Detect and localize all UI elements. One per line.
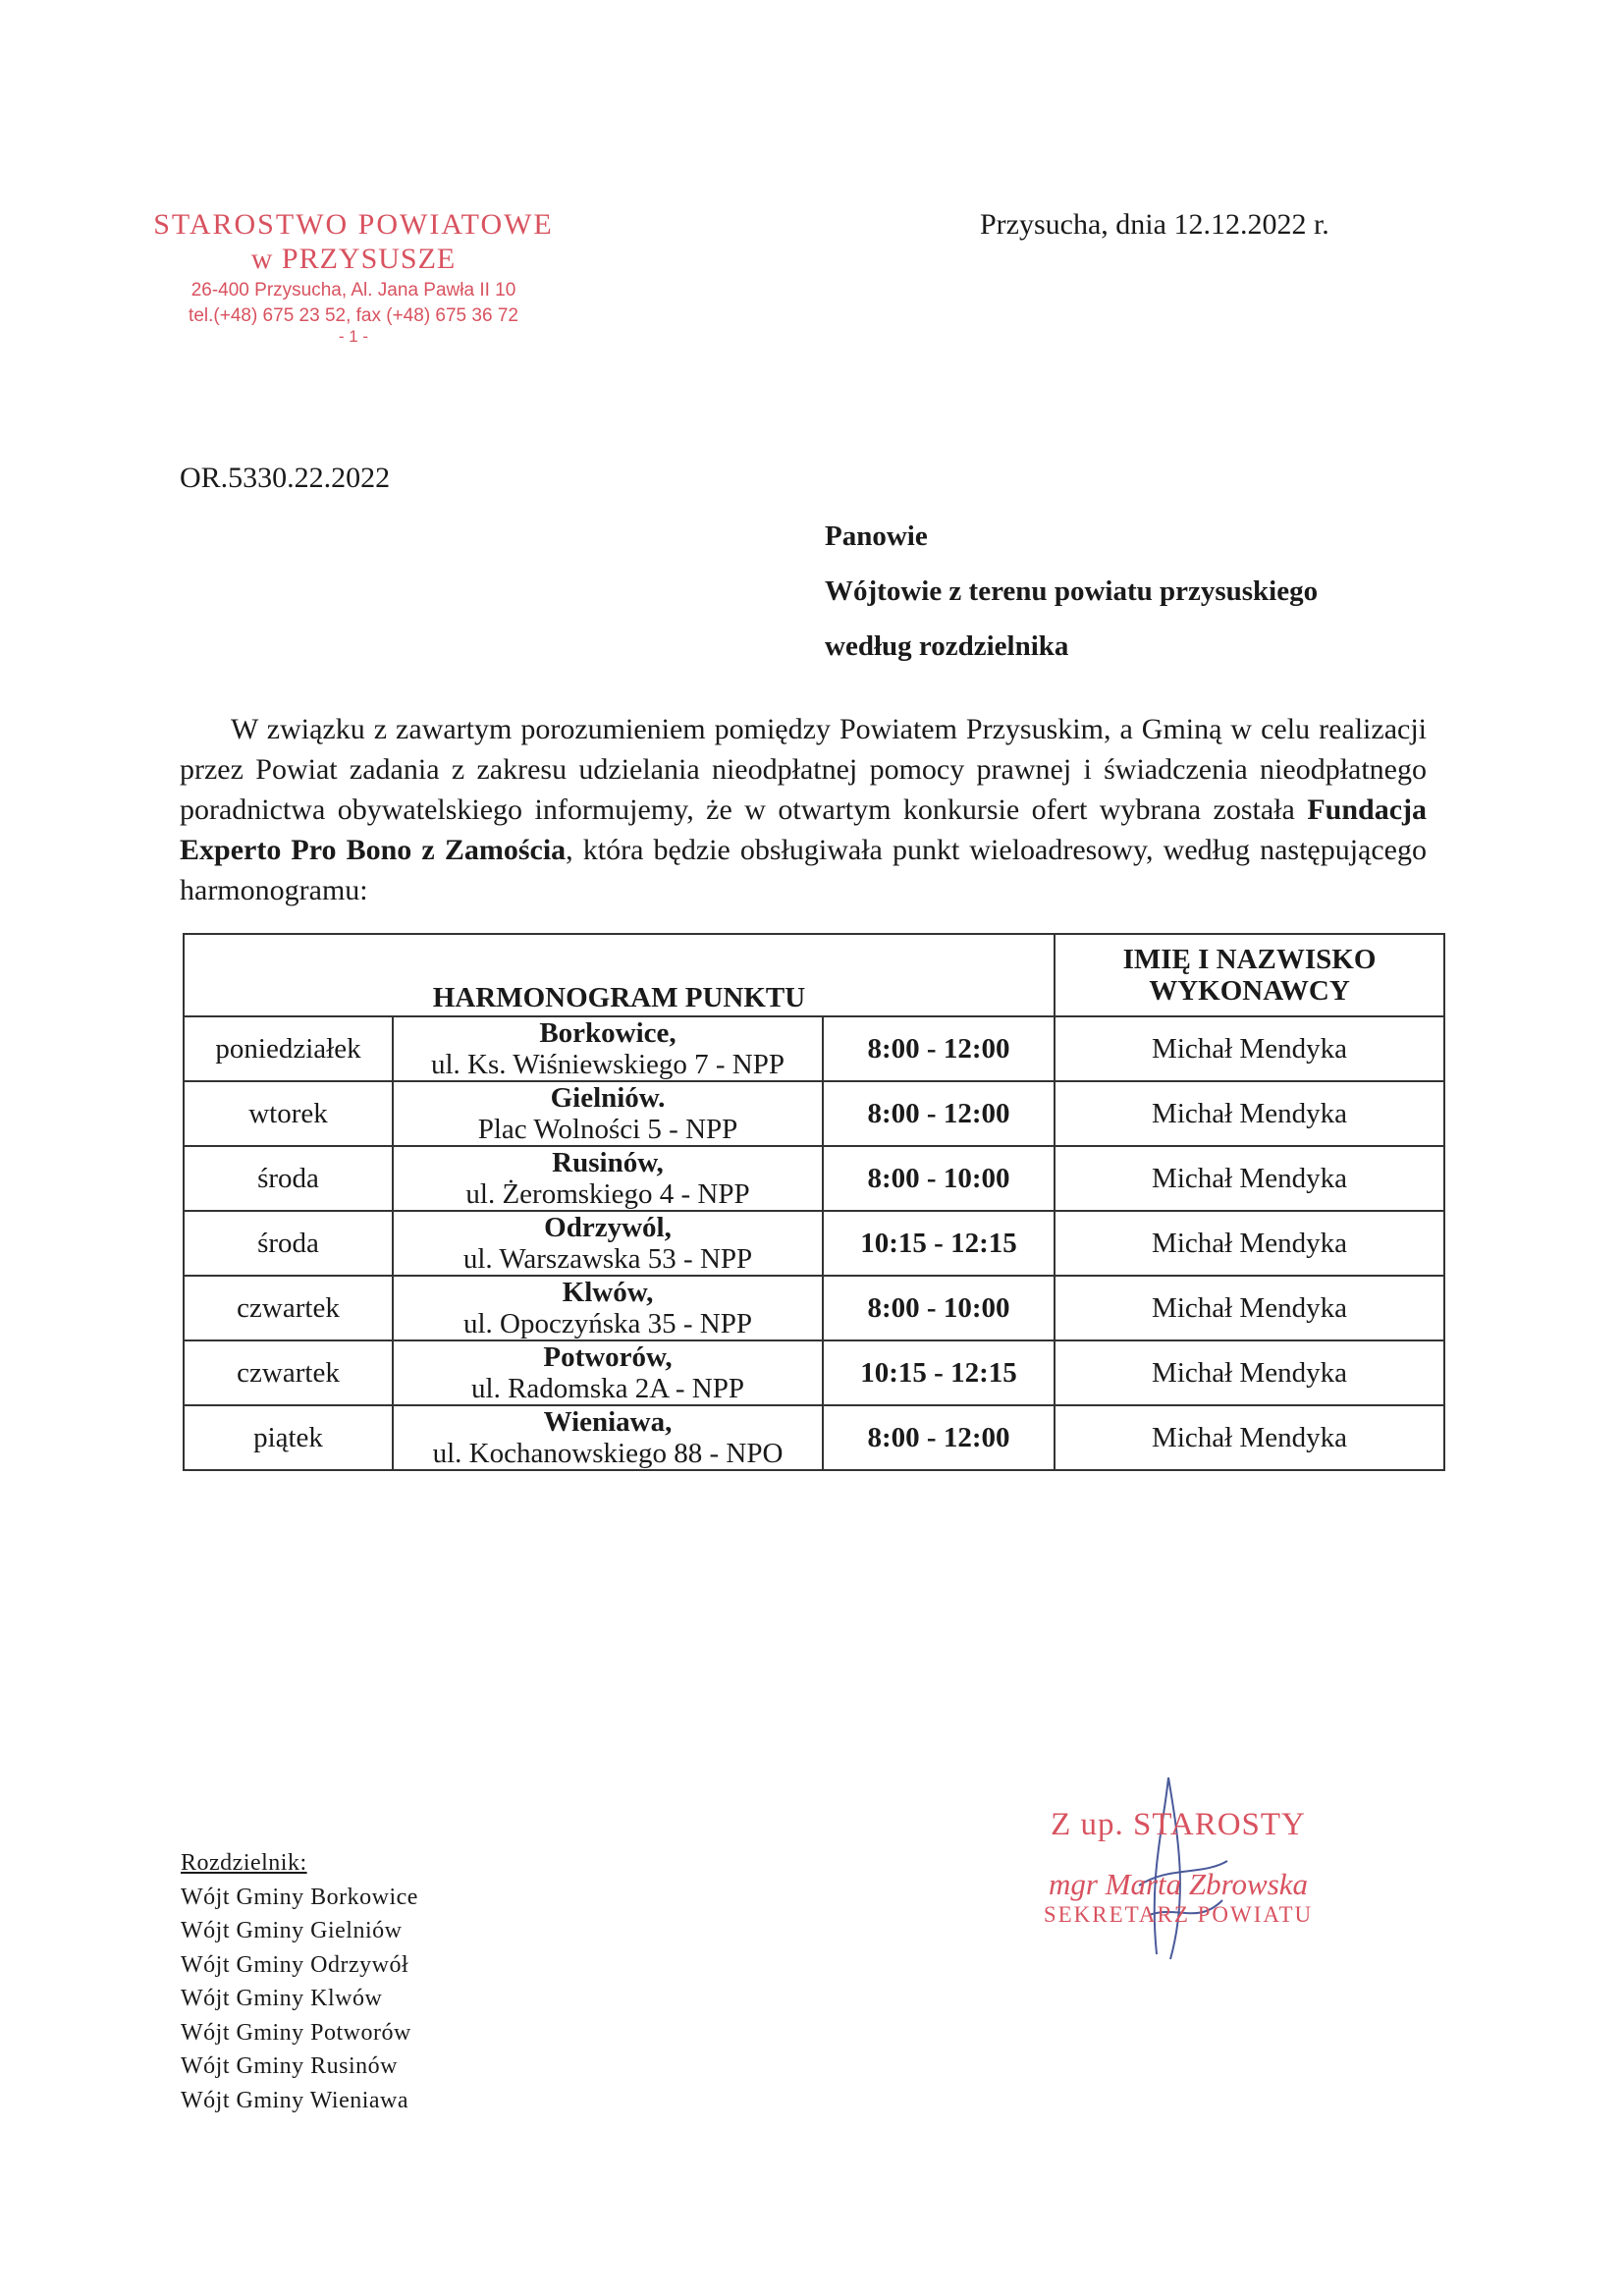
stamp-line-1: STAROSTWO POWIATOWE bbox=[153, 208, 554, 241]
document-date: Przysucha, dnia 12.12.2022 r. bbox=[980, 208, 1329, 241]
cell-location bbox=[393, 1081, 823, 1146]
cell-person: Michał Mendyka bbox=[1055, 1276, 1444, 1340]
cell-location bbox=[393, 1211, 823, 1276]
cell-day: środa bbox=[184, 1211, 393, 1276]
location-name: Potworów, bbox=[543, 1341, 673, 1373]
location-address: ul. Radomska 2A - NPP bbox=[471, 1373, 744, 1404]
cell-location bbox=[393, 1276, 823, 1340]
distribution-item: Wójt Gminy Borkowice bbox=[181, 1884, 418, 1910]
distribution-items bbox=[181, 1881, 418, 2118]
signature-line-3: SEKRETARZ POWIATU bbox=[1043, 1902, 1314, 1927]
cell-day: poniedziałek bbox=[184, 1016, 393, 1081]
location-address: ul. Żeromskiego 4 - NPP bbox=[465, 1178, 750, 1210]
location-name: Odrzywól, bbox=[544, 1212, 672, 1243]
body-part-1: W związku z zawartym porozumieniem pomiędzy Powiatem Przysuskim, a Gminą w celu realizacji przez Powiat zadania z zakresu udzielania nieodpłatnej pomocy prawnej i świadczenia nieodpłatnego poradnictwa obywatelskiego informujemy, że w otwartym konkursie ofert wybrana została bbox=[180, 713, 1427, 826]
cell-person: Michał Mendyka bbox=[1055, 1405, 1444, 1470]
cell-hours: 8:00 - 12:00 bbox=[823, 1016, 1055, 1081]
cell-day: czwartek bbox=[184, 1340, 393, 1405]
location-name: Klwów, bbox=[562, 1277, 654, 1308]
table-row bbox=[184, 1405, 1444, 1470]
distribution-item: Wójt Gminy Rusinów bbox=[181, 2053, 399, 2079]
cell-day: wtorek bbox=[184, 1081, 393, 1146]
distribution-heading: Rozdzielnik: bbox=[181, 1850, 307, 1876]
distribution-item: Wójt Gminy Klwów bbox=[181, 1986, 383, 2011]
cell-location bbox=[393, 1340, 823, 1405]
location-address: ul. Kochanowskiego 88 - NPO bbox=[432, 1438, 784, 1469]
distribution-item: Wójt Gminy Odrzywół bbox=[181, 1951, 409, 1978]
cell-person: Michał Mendyka bbox=[1055, 1016, 1444, 1081]
location-name: Rusinów, bbox=[552, 1147, 664, 1178]
cell-location bbox=[393, 1016, 823, 1081]
table-row bbox=[184, 1081, 1444, 1146]
table-row bbox=[184, 1146, 1444, 1211]
location-name: Gielniów. bbox=[550, 1082, 666, 1114]
table-header-row bbox=[184, 934, 1444, 1016]
distribution-list bbox=[181, 1846, 418, 2117]
cell-hours: 10:15 - 12:15 bbox=[823, 1211, 1055, 1276]
cell-location bbox=[393, 1146, 823, 1211]
schedule-table bbox=[183, 933, 1445, 1471]
addressee-line-1: Panowie bbox=[825, 520, 928, 552]
table-row bbox=[184, 1340, 1444, 1405]
cell-person: Michał Mendyka bbox=[1055, 1146, 1444, 1211]
location-name: Wieniawa, bbox=[543, 1406, 673, 1438]
cell-day: czwartek bbox=[184, 1276, 393, 1340]
location-address: ul. Opoczyńska 35 - NPP bbox=[462, 1308, 752, 1339]
cell-hours: 8:00 - 10:00 bbox=[823, 1146, 1055, 1211]
signature-line-2: mgr Marta Zbrowska bbox=[1048, 1867, 1309, 1901]
foundation-name: Fundacja Experto Pro Bono z Zamościa bbox=[180, 793, 1427, 866]
office-stamp bbox=[118, 208, 589, 346]
signature-block bbox=[982, 1807, 1375, 1928]
location-address: ul. Warszawska 53 - NPP bbox=[462, 1243, 753, 1275]
header-person: IMIĘ I NAZWISKO WYKONAWCY bbox=[1055, 934, 1444, 1016]
stamp-line-3: 26-400 Przysucha, Al. Jana Pawła II 10 bbox=[190, 280, 516, 301]
cell-hours: 10:15 - 12:15 bbox=[823, 1340, 1055, 1405]
cell-person: Michał Mendyka bbox=[1055, 1340, 1444, 1405]
signature-line-1: Z up. STAROSTY bbox=[1051, 1807, 1306, 1842]
stamp-line-4: tel.(+48) 675 23 52, fax (+48) 675 36 72 bbox=[189, 304, 518, 326]
table-row bbox=[184, 1211, 1444, 1276]
reference-number: OR.5330.22.2022 bbox=[180, 462, 391, 494]
table-row bbox=[184, 1016, 1444, 1081]
cell-hours: 8:00 - 10:00 bbox=[823, 1276, 1055, 1340]
cell-hours: 8:00 - 12:00 bbox=[823, 1405, 1055, 1470]
cell-location bbox=[393, 1405, 823, 1470]
addressee-block bbox=[825, 520, 1318, 685]
cell-person: Michał Mendyka bbox=[1055, 1211, 1444, 1276]
table-row bbox=[184, 1276, 1444, 1340]
body-part-2: , która będzie obsługiwała punkt wieloadresowy, według następującego harmonogramu: bbox=[180, 834, 1427, 906]
schedule-body bbox=[184, 1016, 1444, 1470]
stamp-line-5: - 1 - bbox=[338, 326, 369, 346]
letter-body bbox=[180, 709, 1427, 910]
cell-hours: 8:00 - 12:00 bbox=[823, 1081, 1055, 1146]
addressee-line-2: Wójtowie z terenu powiatu przysuskiego bbox=[825, 575, 1319, 607]
header-schedule: HARMONOGRAM PUNKTU bbox=[184, 934, 1055, 1016]
distribution-item: Wójt Gminy Wieniawa bbox=[181, 2087, 409, 2113]
cell-day: piątek bbox=[184, 1405, 393, 1470]
location-name: Borkowice, bbox=[539, 1017, 677, 1049]
cell-person: Michał Mendyka bbox=[1055, 1081, 1444, 1146]
location-address: ul. Ks. Wiśniewskiego 7 - NPP bbox=[430, 1049, 785, 1080]
distribution-item: Wójt Gminy Potworów bbox=[181, 2019, 411, 2046]
body-paragraph bbox=[180, 709, 1427, 910]
stamp-line-2: w PRZYSUSZE bbox=[250, 242, 457, 275]
addressee-line-3: według rozdzielnika bbox=[825, 630, 1069, 662]
distribution-item: Wójt Gminy Gielniów bbox=[181, 1918, 403, 1943]
location-address: Plac Wolności 5 - NPP bbox=[477, 1114, 738, 1145]
cell-day: środa bbox=[184, 1146, 393, 1211]
